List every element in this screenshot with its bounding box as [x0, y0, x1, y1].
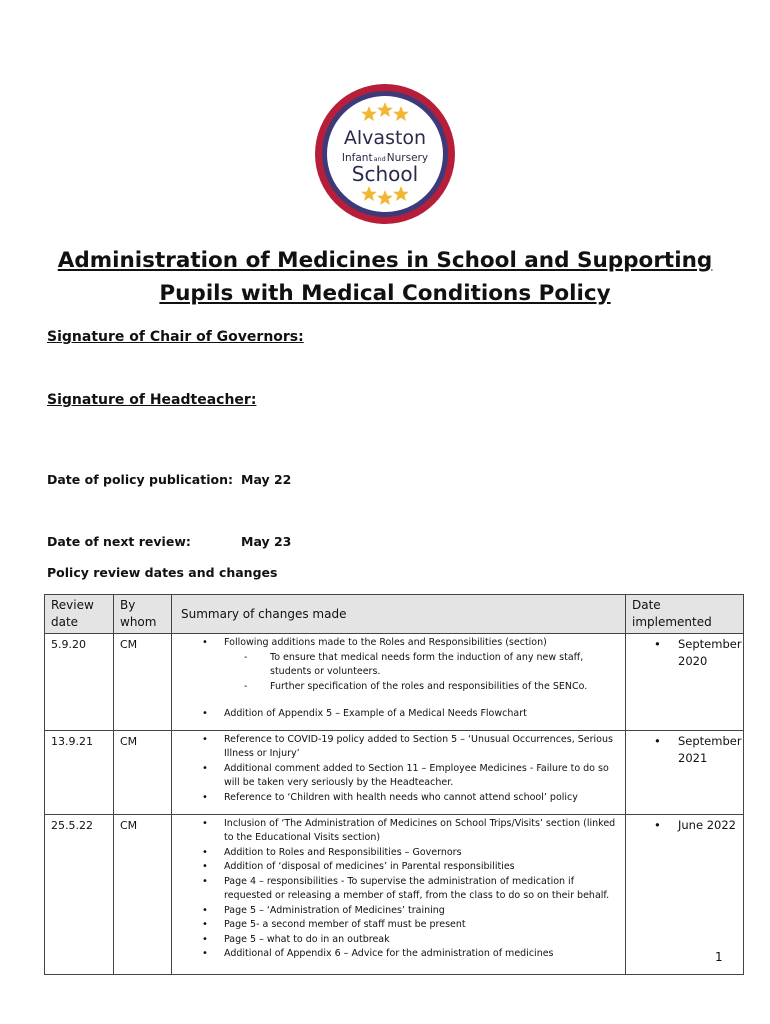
summary-cell	[172, 730, 626, 814]
implemented-date: • September 2020	[632, 636, 737, 670]
logo-line2-nursery: Nursery	[386, 152, 429, 164]
change-item: • Page 5 – what to do in an outbreak	[178, 933, 619, 948]
implemented-date: • June 2022	[632, 817, 737, 834]
change-item: • Additional of Appendix 6 – Advice for the administration of medicines	[178, 947, 619, 962]
page-number: 1	[715, 950, 723, 964]
review-date-cell: 25.5.22	[45, 814, 114, 974]
change-sub-item: - Further specification of the roles and responsibilities of the SENCo.	[178, 680, 619, 695]
policy-review-table	[44, 594, 744, 975]
review-date-cell: 13.9.21	[45, 730, 114, 814]
publication-date-label: Date of policy publication:	[47, 472, 233, 487]
summary-cell	[172, 814, 626, 974]
implemented-list	[632, 733, 742, 767]
policy-title-line2: Pupils with Medical Conditions Policy	[159, 281, 611, 306]
change-list	[178, 817, 619, 962]
change-item: • Reference to ‘Children with health needs who cannot attend school’ policy	[178, 791, 619, 806]
change-item	[178, 636, 619, 694]
school-logo	[313, 82, 457, 226]
change-item: • Addition to Roles and Responsibilities – Governors	[178, 846, 619, 861]
by-whom-cell: CM	[114, 730, 172, 814]
table-header-row	[45, 595, 744, 634]
header-date-implemented: Date implemented	[626, 595, 744, 634]
table-row	[45, 730, 744, 814]
policy-title	[30, 244, 740, 310]
change-item: • Addition of Appendix 5 – Example of a Medical Needs Flowchart	[178, 707, 619, 722]
header-summary: Summary of changes made	[172, 595, 626, 634]
implemented-cell	[626, 730, 744, 814]
logo-name-line3: School	[351, 162, 419, 186]
by-whom-cell: CM	[114, 814, 172, 974]
publication-date-value: May 22	[241, 472, 292, 487]
review-heading: Policy review dates and changes	[47, 565, 278, 580]
table-row	[45, 814, 744, 974]
header-review-date: Review date	[45, 595, 114, 634]
logo-name-line1: Alvaston	[343, 127, 427, 149]
change-item: • Page 5- a second member of staff must be present	[178, 918, 619, 933]
header-by-whom: By whom	[114, 595, 172, 634]
review-date-cell: 5.9.20	[45, 634, 114, 731]
next-review-label: Date of next review:	[47, 534, 191, 549]
implemented-cell	[626, 814, 744, 974]
implemented-list	[632, 636, 742, 670]
next-review-value: May 23	[241, 534, 292, 549]
change-item: • Additional comment added to Section 11 – Employee Medicines - Failure to do so will be taken very seriously by the Headteacher.	[178, 762, 619, 791]
headteacher-signature-label: Signature of Headteacher:	[47, 392, 257, 408]
summary-cell	[172, 634, 626, 731]
policy-title-line1: Administration of Medicines in School and Supporting	[57, 248, 713, 273]
implemented-date: • September 2021	[632, 733, 737, 767]
change-item: • Page 4 – responsibilities - To supervise the administration of medication if requested or releasing a member of staff, from the class to do so on their behalf.	[178, 875, 619, 904]
logo-line2-and: and	[373, 155, 386, 163]
by-whom-cell: CM	[114, 634, 172, 731]
logo-line2-infant: Infant	[341, 152, 373, 164]
change-text: Following additions made to the Roles and Responsibilities (section)	[224, 637, 547, 648]
change-item: • Inclusion of ‘The Administration of Medicines on School Trips/Visits’ section (linked to the Educational Visits section)	[178, 817, 619, 846]
implemented-list	[632, 817, 737, 834]
change-sub-item: - To ensure that medical needs form the induction of any new staff, students or volunteers.	[178, 651, 619, 680]
change-sub-list	[224, 651, 619, 695]
table-row	[45, 634, 744, 731]
change-item: • Page 5 – ‘Administration of Medicines’ training	[178, 904, 619, 919]
change-list	[178, 636, 619, 722]
chair-signature-label: Signature of Chair of Governors:	[47, 329, 304, 345]
change-item: • Reference to COVID-19 policy added to Section 5 – ‘Unusual Occurrences, Serious Illness or Injury’	[178, 733, 619, 762]
change-list	[178, 733, 619, 806]
change-item: • Addition of ‘disposal of medicines’ in Parental responsibilities	[178, 860, 619, 875]
implemented-cell	[626, 634, 744, 731]
